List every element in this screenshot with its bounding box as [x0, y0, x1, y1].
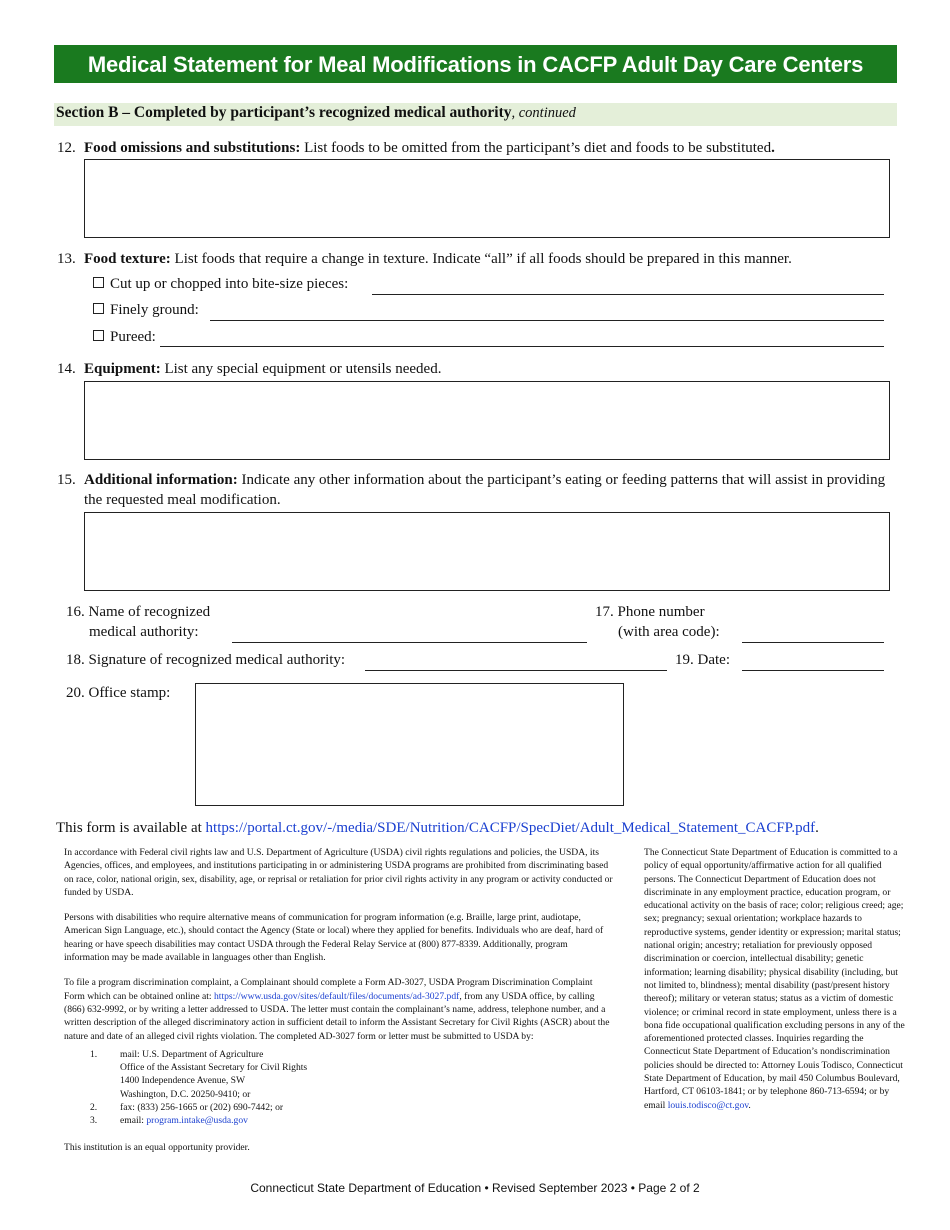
- question-number: 14.: [57, 361, 76, 377]
- list-item: [64, 1048, 614, 1101]
- question-number: 17.: [595, 604, 614, 620]
- additional-info-input[interactable]: [84, 512, 890, 591]
- texture-option-cut-up[interactable]: [93, 274, 348, 294]
- question-text: List any special equipment or utensils needed.: [160, 361, 442, 377]
- ct-statement-tail: .: [748, 1099, 751, 1111]
- pureed-answer-line[interactable]: [160, 346, 884, 347]
- mail-line: Washington, D.C. 20250-9410; or: [120, 1088, 251, 1100]
- question-label: Office stamp:: [88, 685, 171, 701]
- option-label: Cut up or chopped into bite-size pieces:: [110, 276, 349, 292]
- form-availability: [56, 818, 819, 838]
- question-18: [66, 650, 345, 670]
- option-label: Finely ground:: [110, 302, 199, 318]
- usda-paragraph-3-text-end: , from any USDA office, by calling (866) 632-9992, or by writing a letter addressed to USDA. The letter must contain the complainant’s name, address, telephone number, and a written description of the alleged discriminatory action in sufficient detail to inform the Assistant Secretary for Civil Rights (ASCR) about the nature and date of an alleged civil rights violation. The completed AD-3027 form or letter must be submitted to USDA by:: [64, 990, 610, 1042]
- mail-line: 1400 Independence Avenue, SW: [120, 1075, 246, 1087]
- phone-number-line[interactable]: [742, 642, 884, 643]
- ct-email-link[interactable]: louis.todisco@ct.gov: [667, 1099, 749, 1111]
- availability-text: This form is available at: [56, 820, 206, 836]
- question-label: Phone number: [617, 604, 705, 620]
- question-label: Date:: [697, 652, 730, 668]
- question-number: 15.: [57, 472, 76, 488]
- question-16: [66, 602, 210, 622]
- usda-paragraph-3-text: To file a program discrimination complaint, a Complainant should complete a Form AD-3027, USDA Program Discrimination Complaint Form which can be obtained online at:: [64, 977, 593, 1002]
- section-b-continued: , continued: [511, 105, 576, 121]
- checkbox[interactable]: [93, 277, 104, 288]
- mail-line: Office of the Assistant Secretary for Civil Rights: [120, 1062, 308, 1074]
- fax-line: fax: (833) 256-1665 or (202) 690-7442; or: [120, 1101, 284, 1113]
- mail-line: mail: U.S. Department of Agriculture: [120, 1048, 264, 1060]
- section-b-title: Section B – Completed by participant’s recognized medical authority: [56, 104, 512, 121]
- form-title: Medical Statement for Meal Modifications in CACFP Adult Day Care Centers: [54, 45, 897, 83]
- question-number: 13.: [57, 251, 76, 267]
- email-prefix: email:: [120, 1115, 147, 1127]
- option-label: Pureed:: [110, 329, 156, 345]
- checkbox[interactable]: [93, 330, 104, 341]
- availability-tail: .: [815, 820, 819, 836]
- office-stamp-box[interactable]: [195, 683, 624, 806]
- question-number: 16.: [66, 604, 85, 620]
- form-url-link[interactable]: https://portal.ct.gov/-/media/SDE/Nutrition/CACFP/SpecDiet/Adult_Medical_Statement_CACFP.pdf: [205, 820, 816, 836]
- list-number: 3.: [90, 1115, 98, 1127]
- question-20: [66, 683, 170, 703]
- question-number: 19.: [675, 652, 694, 668]
- usda-paragraph-3: [64, 976, 614, 1042]
- list-number: 2.: [90, 1101, 98, 1113]
- question-19: [675, 650, 730, 670]
- food-omissions-input[interactable]: [84, 159, 890, 238]
- list-item: [64, 1114, 614, 1127]
- question-label: Name of recognized: [88, 604, 211, 620]
- usda-paragraph-2: Persons with disabilities who require alternative means of communication for program information (e.g. Braille, large print, audiotape, American Sign Language, etc.), should contact the Agency (State or local) where they applied for benefits. Individuals who are deaf, hard of hearing or have speech disabilities may contact USDA through the Federal Relay Service at (800) 877-8339. Additionally, program information may be made available in languages other than English.: [64, 912, 604, 964]
- list-number: 1.: [90, 1048, 98, 1060]
- question-label: Food texture:: [84, 251, 171, 267]
- question-17: [595, 602, 705, 622]
- finely-ground-answer-line[interactable]: [210, 320, 884, 321]
- question-number: 12.: [57, 140, 76, 156]
- texture-option-pureed[interactable]: [93, 327, 156, 347]
- checkbox[interactable]: [93, 303, 104, 314]
- page-footer: Connecticut State Department of Education • Revised September 2023 • Page 2 of 2: [250, 1181, 700, 1195]
- question-number: 20.: [66, 685, 85, 701]
- ad-3027-link[interactable]: https://www.usda.gov/sites/default/files/documents/ad-3027.pdf: [214, 990, 460, 1002]
- texture-option-finely-ground[interactable]: [93, 300, 199, 320]
- question-label: Equipment:: [84, 361, 161, 377]
- section-b-header: [54, 103, 897, 126]
- question-tail: .: [771, 140, 775, 156]
- usda-nondiscrimination-statement: [64, 846, 614, 1155]
- question-label: Additional information:: [84, 472, 238, 488]
- cut-up-answer-line[interactable]: [372, 294, 884, 295]
- question-label: Food omissions and substitutions:: [84, 140, 301, 156]
- date-line[interactable]: [742, 670, 884, 671]
- question-number: 18.: [66, 652, 85, 668]
- question-text: Indicate any other information about the participant’s eating or feeding patterns that will assist in providing: [237, 472, 886, 488]
- question-label: Signature of recognized medical authority:: [88, 652, 346, 668]
- question-16-label-line2: medical authority:: [89, 624, 199, 640]
- question-17-label-line2: (with area code):: [618, 624, 720, 640]
- usda-email-link[interactable]: program.intake@usda.gov: [146, 1115, 248, 1127]
- usda-paragraph-1: In accordance with Federal civil rights law and U.S. Department of Agriculture (USDA) civil rights regulations and policies, the USDA, its Agencies, offices, and employees, and institutions participating in or administering USDA programs are prohibited from discriminating based on race, color, national origin, sex, disability, age, or reprisal or retaliation for prior civil rights activity in any program or activity conducted or funded by USDA.: [64, 847, 613, 898]
- equal-opportunity-provider: This institution is an equal opportunity provider.: [64, 1142, 250, 1154]
- question-text: List foods that require a change in texture. Indicate “all” if all foods should be prepared in this manner.: [170, 251, 792, 267]
- list-item: [64, 1101, 614, 1114]
- question-text: List foods to be omitted from the participant’s diet and foods to be substituted: [300, 140, 772, 156]
- equipment-input[interactable]: [84, 381, 890, 460]
- ct-statement-text: The Connecticut State Department of Education is committed to a policy of equal opportunity/affirmative action for all qualified persons. The Connecticut Department of Education does not discriminate in any employment practice, education program, or educational activity on the basis of race; color; religious creed; age; sex; pregnancy; sexual orientation; workplace hazards to reproductive systems, gender identity or expression; marital status; national origin; ancestry; retaliation for previously opposed discrimination or coercion, intellectual disability; genetic information; learning disability; physical disability (including, but not limited to, blindness); mental disability (past/present history thereof); military or veteran status; status as a victim of domestic violence; or criminal record in state employment, unless there is a bona fide occupational qualification excluding persons in any of the aforementioned protected classes. Inquiries regarding the Connecticut State Department of Education’s nondiscrimination policies should be directed to: Attorney Louis Todisco, Connecticut State Department of Education, by mail 450 Columbus Boulevard, Hartford, CT 06103-1841; or by telephone 860-713-6594; or by email: [644, 847, 905, 1111]
- ct-nondiscrimination-statement: [644, 846, 906, 1112]
- question-text-continued: the requested meal modification.: [84, 492, 281, 508]
- medical-authority-name-line[interactable]: [232, 642, 587, 643]
- submission-methods-list: [64, 1048, 614, 1128]
- signature-line[interactable]: [365, 670, 667, 671]
